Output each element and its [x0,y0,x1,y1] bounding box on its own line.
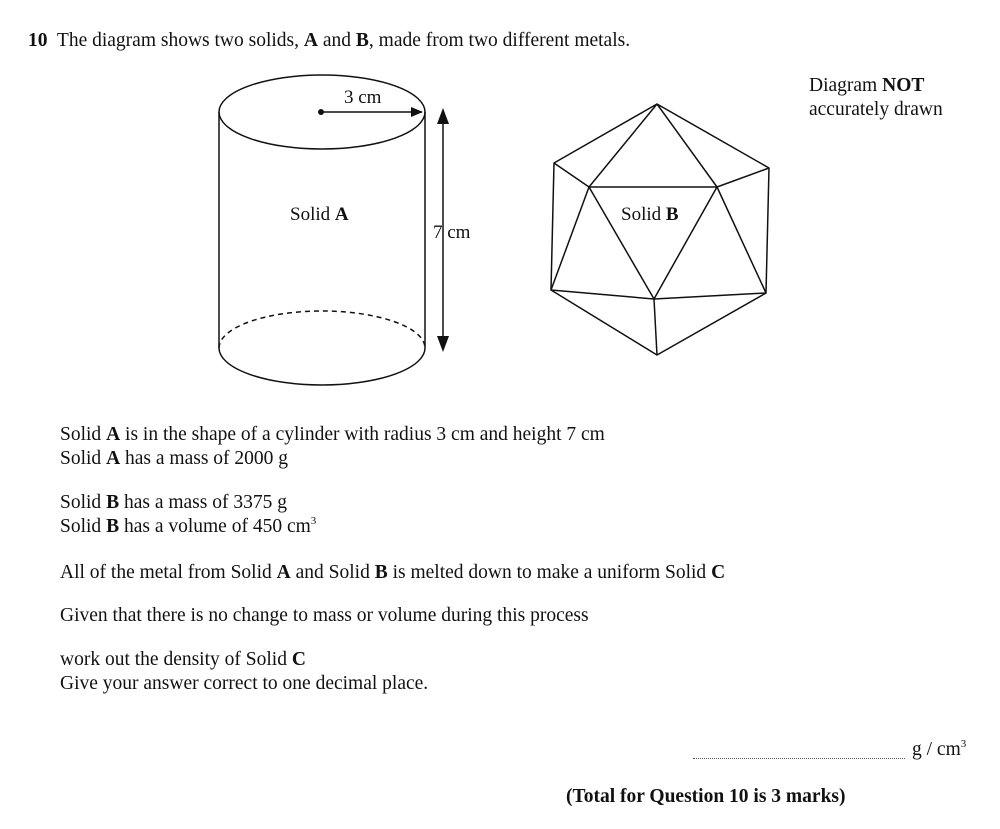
rounding-instruction: Give your answer correct to one decimal place. [60,673,429,694]
solids-figure [0,0,1000,400]
cylinder-bottom-back-dashed [219,311,425,348]
cylinder-bottom-front [219,348,425,385]
answer-unit: g / $cm^3$ [912,738,967,760]
paragraph-melt: All of the metal from Solid A and Solid B is melted down to make a uniform Solid C [60,562,726,583]
cylinder-solid-a [219,75,425,385]
diagram-note-not: NOT [882,75,925,96]
icosahedron-solid-b [551,104,769,355]
paragraph-solid-b [60,491,316,539]
solid-b-volume-line: Solid B has a volume of 450 $cm^3$ [60,515,317,537]
diagram-note-text: Diagram [809,75,883,96]
intro-text: , made from two different metals. [368,30,631,51]
intro-solid-b: B [355,30,369,51]
height-arrow-up-head [437,108,449,124]
solid-b-mass-line: Solid B has a mass of 3375 g [60,492,287,513]
intro-solid-a: A [303,30,318,51]
task-line: work out the density of Solid C [60,649,306,670]
height-label: 7 cm [433,222,471,243]
paragraph-task [60,648,428,696]
radius-label: 3 cm [344,87,382,108]
solid-a-shape-line: Solid A is in the shape of a cylinder with radius 3 cm and height 7 cm [60,424,605,445]
paragraph-solid-a [60,423,605,471]
solid-b-label: Solid B [621,204,679,225]
total-marks: (Total for Question 10 is 3 marks) [566,786,846,807]
solid-a-label: Solid A [290,204,349,225]
paragraph-given: Given that there is no change to mass or volume during this process [60,605,589,626]
diagram-note-line2: accurately drawn [809,99,943,120]
question-number: 10 [28,30,48,51]
solid-a-mass-line: Solid A has a mass of 2000 g [60,448,289,469]
intro-text: and [317,30,356,51]
height-arrow-down-head [437,336,449,352]
answer-line[interactable] [693,740,905,759]
intro-text: The diagram shows two solids, [56,30,304,51]
